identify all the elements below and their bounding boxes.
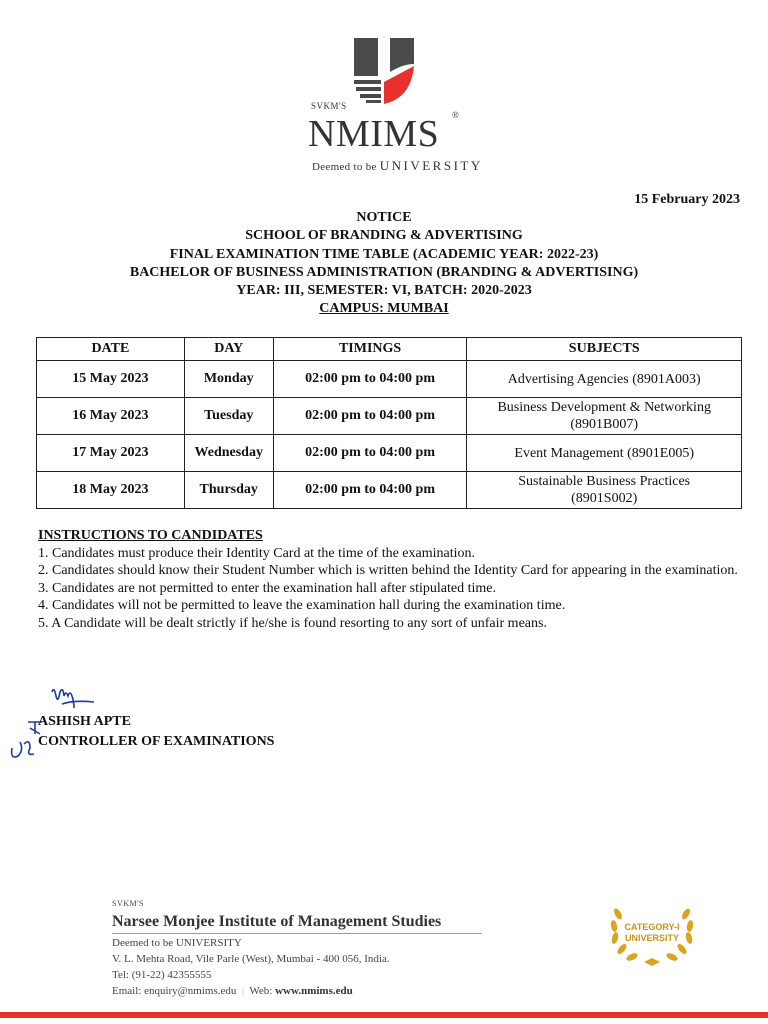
notice-date: 15 February 2023 <box>634 192 740 207</box>
cell-day: Wednesday <box>184 435 273 472</box>
badge-line-2: UNIVERSITY <box>624 933 680 943</box>
logo-deemed-university: UNIVERSITY <box>379 158 483 173</box>
year-semester-batch: YEAR: III, SEMESTER: VI, BATCH: 2020-2023 <box>236 283 532 298</box>
logo-nmims-text: NMIMS <box>308 113 440 155</box>
cell-time: 02:00 pm to 04:00 pm <box>273 398 467 435</box>
instruction-item: 2. Candidates should know their Student Number which is written behind the Identity Card for appearing in the examination. <box>38 563 738 578</box>
signatory-block <box>38 712 274 752</box>
subject-line: Sustainable Business Practices <box>518 474 691 489</box>
nmims-logo <box>0 36 768 106</box>
exam-timetable <box>36 337 742 509</box>
footer-web-link[interactable]: www.nmims.edu <box>275 985 353 997</box>
header-date: DATE <box>37 338 185 361</box>
instruction-item: 1. Candidates must produce their Identity Card at the time of the examination. <box>38 545 475 561</box>
footer-address <box>112 896 482 999</box>
cell-time: 02:00 pm to 04:00 pm <box>273 472 467 509</box>
footer-web-label: Web: <box>249 985 273 997</box>
subject-code: (8901B007) <box>570 417 639 432</box>
cell-subject <box>467 398 742 435</box>
instructions-heading: INSTRUCTIONS TO CANDIDATES <box>38 528 263 543</box>
footer-red-bar <box>0 1012 768 1018</box>
cell-day: Monday <box>184 361 273 398</box>
footer-tel: Tel: (91-22) 42355555 <box>112 969 212 981</box>
logo-registered-mark: ® <box>452 110 459 120</box>
signatory-designation: CONTROLLER OF EXAMINATIONS <box>38 734 275 749</box>
cell-day: Tuesday <box>184 398 273 435</box>
logo-deemed-text <box>312 158 483 174</box>
instruction-item: 5. A Candidate will be dealt strictly if he/she is found resorting to any sort of unfair means. <box>38 615 547 631</box>
nmims-shield-icon <box>351 36 417 106</box>
footer-deemed: Deemed to be UNIVERSITY <box>112 937 242 949</box>
timetable-title: FINAL EXAMINATION TIME TABLE (ACADEMIC YEAR: 2022-23) <box>169 247 599 262</box>
footer-email: Email: enquiry@nmims.edu <box>112 985 237 997</box>
campus-name: CAMPUS: MUMBAI <box>319 301 449 316</box>
category-university-badge <box>604 900 700 975</box>
subject-code: (8901S002) <box>571 491 638 506</box>
instruction-item: 3. Candidates are not permitted to enter the examination hall after stipulated time. <box>38 580 496 596</box>
program-name: BACHELOR OF BUSINESS ADMINISTRATION (BRANDING & ADVERTISING) <box>129 265 639 280</box>
badge-line-1: CATEGORY-I <box>624 922 680 932</box>
table-row <box>37 361 742 398</box>
table-row <box>37 398 742 435</box>
notice-heading: NOTICE <box>356 210 412 225</box>
cell-time: 02:00 pm to 04:00 pm <box>273 435 467 472</box>
cell-subject <box>467 435 742 472</box>
cell-date: 16 May 2023 <box>37 398 185 435</box>
cell-subject <box>467 472 742 509</box>
header-timings: TIMINGS <box>273 338 467 361</box>
subject-line: Event Management (8901E005) <box>514 445 695 461</box>
cell-date: 17 May 2023 <box>37 435 185 472</box>
cell-day: Thursday <box>184 472 273 509</box>
cell-subject <box>467 361 742 398</box>
subject-line: Business Development & Networking <box>497 400 711 415</box>
cell-date: 18 May 2023 <box>37 472 185 509</box>
subject-line: Advertising Agencies (8901A003) <box>507 371 701 387</box>
instructions-section <box>38 527 748 632</box>
cell-time: 02:00 pm to 04:00 pm <box>273 361 467 398</box>
logo-deemed-prefix: Deemed to be <box>312 161 377 173</box>
header-day: DAY <box>184 338 273 361</box>
footer-institute-name: Narsee Monjee Institute of Management Studies <box>112 913 442 930</box>
cell-date: 15 May 2023 <box>37 361 185 398</box>
school-name: SCHOOL OF BRANDING & ADVERTISING <box>245 228 523 243</box>
footer-divider <box>112 933 482 934</box>
table-row <box>37 472 742 509</box>
table-row <box>37 435 742 472</box>
signatory-name: ASHISH APTE <box>38 714 131 729</box>
footer-address-line: V. L. Mehta Road, Vile Parle (West), Mumbai - 400 056, India. <box>112 953 390 965</box>
footer-contact: Email: enquiry@nmims.edu | Web: www.nmims.edu <box>112 985 353 997</box>
instruction-item: 4. Candidates will not be permitted to leave the examination hall during the examination time. <box>38 598 566 613</box>
table-header-row <box>37 338 742 361</box>
footer-svkm: SVKM'S <box>112 899 145 908</box>
header-subjects: SUBJECTS <box>467 338 742 361</box>
logo-svkm-text: SVKM'S <box>311 101 347 111</box>
